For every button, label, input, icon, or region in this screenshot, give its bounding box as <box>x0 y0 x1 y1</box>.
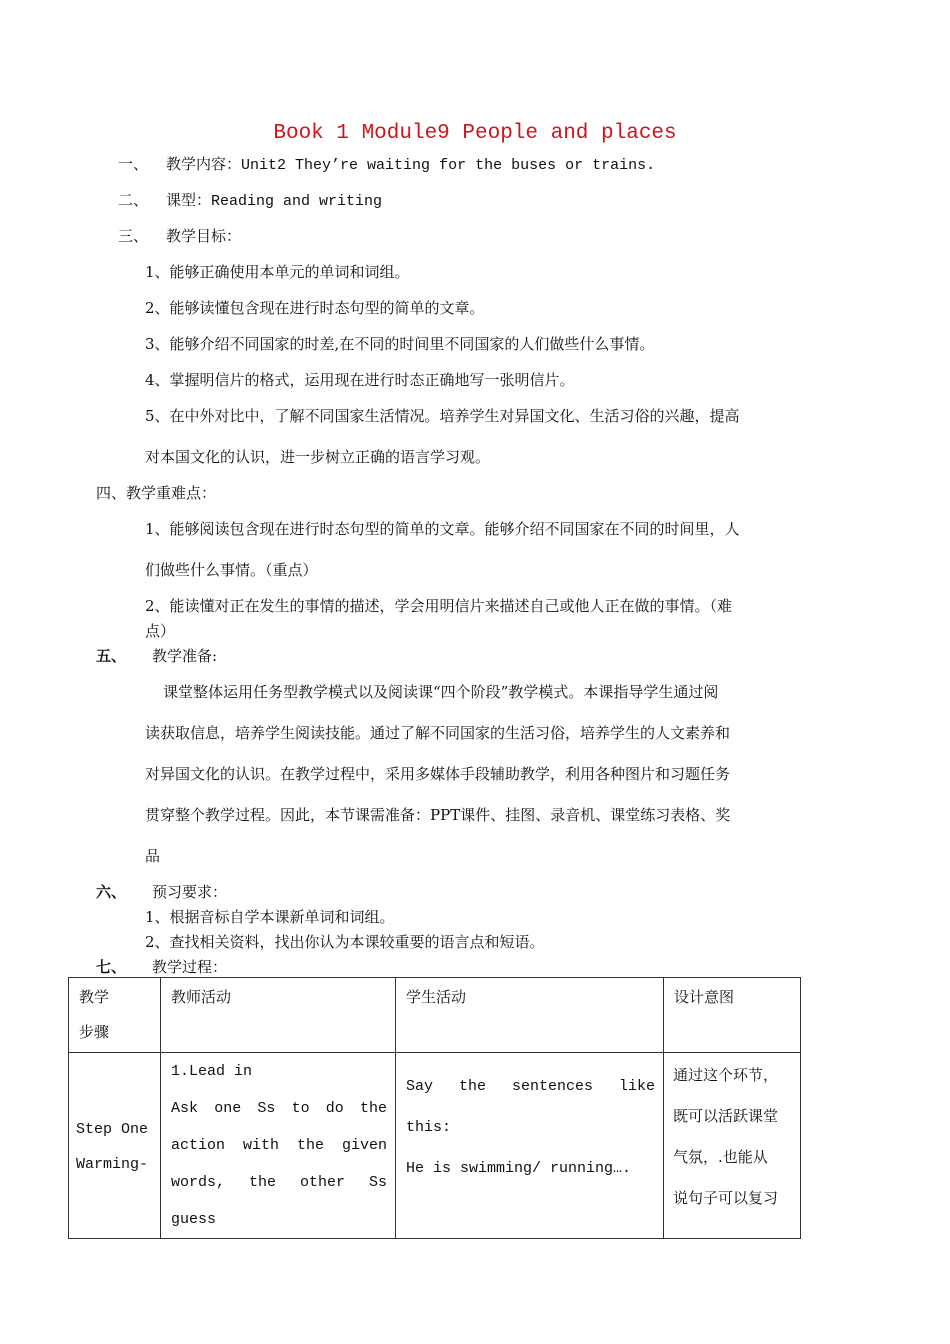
objective-item: 5、在中外对比中，了解不同国家生活情况。培养学生对异国文化、生活习俗的兴趣，提高 <box>145 407 740 425</box>
header-step-line: 步骤 <box>79 1023 110 1041</box>
section-5-number: 五、 <box>96 647 127 665</box>
section-7-heading <box>96 956 227 977</box>
section-7-label: 教学过程： <box>152 958 228 976</box>
header-cell-step <box>69 978 161 1053</box>
lesson-process-table <box>68 977 801 1239</box>
header-student-text: 学生活动 <box>406 988 467 1006</box>
teacher-activity-line: words, the other Ss guess <box>171 1174 387 1228</box>
section-2-label: 课型： <box>166 191 212 209</box>
document-title: Book 1 Module9 People and places <box>273 122 677 145</box>
preparation-line: 读获取信息，培养学生阅读技能。通过了解不同国家的生活习俗，培养学生的人文素养和 <box>145 724 731 742</box>
header-cell-teacher <box>161 978 396 1053</box>
key-point-item: 点） <box>145 622 176 640</box>
student-activity-line: Say the sentences like this: <box>406 1078 655 1136</box>
objective-item: 4、掌握明信片的格式，运用现在进行时态正确地写一张明信片。 <box>145 371 575 389</box>
header-step-line: 教学 <box>79 988 110 1006</box>
header-cell-student <box>396 978 664 1053</box>
step-line: Warming- <box>76 1155 149 1173</box>
section-3-number: 三、 <box>118 227 149 245</box>
section-3-label: 教学目标： <box>166 227 242 245</box>
preparation-line: 课堂整体运用任务型教学模式以及阅读课“四个阶段”教学模式。本课指导学生通过阅 <box>163 683 719 701</box>
teacher-activity-line: Ask one Ss to do the <box>171 1100 387 1117</box>
key-point-item: 2、能读懂对正在发生的事情的描述，学会用明信片来描述自己或他人正在做的事情。（难 <box>145 597 733 615</box>
preview-item: 1、根据音标自学本课新单词和词组。 <box>145 908 395 926</box>
key-point-item: 们做些什么事情。（重点） <box>145 561 318 579</box>
teacher-activity-line: action with the given <box>171 1137 387 1154</box>
section-1-number: 一、 <box>118 155 149 173</box>
preparation-line: 品 <box>145 847 161 865</box>
design-intent-line: 气氛，.也能从 <box>673 1148 768 1166</box>
section-6-label: 预习要求： <box>152 883 228 901</box>
section-5-heading <box>96 645 217 666</box>
student-activity-cell <box>396 1053 664 1239</box>
teacher-activity-cell <box>161 1053 396 1239</box>
preview-item: 2、查找相关资料，找出你认为本课较重要的语言点和短语。 <box>145 933 545 951</box>
section-2 <box>118 189 382 210</box>
step-cell <box>69 1053 161 1239</box>
design-intent-line: 既可以活跃课堂 <box>673 1107 779 1125</box>
table-row <box>69 1053 801 1239</box>
section-1-text: Unit2 They’re waiting for the buses or trains. <box>241 157 656 174</box>
section-1 <box>118 153 655 174</box>
objective-item: 2、能够读懂包含现在进行时态句型的简单的文章。 <box>145 299 485 317</box>
section-6-number: 六、 <box>96 883 127 901</box>
section-3-heading <box>118 225 241 246</box>
teacher-activity-line: 1.Lead in <box>171 1063 253 1080</box>
preparation-line: 对异国文化的认识。在教学过程中，采用多媒体手段辅助教学，利用各种图片和习题任务 <box>145 765 731 783</box>
objective-item: 对本国文化的认识，进一步树立正确的语言学习观。 <box>145 448 491 466</box>
section-2-text: Reading and writing <box>211 193 383 210</box>
design-intent-line: 通过这个环节， <box>673 1066 779 1084</box>
section-6-heading <box>96 881 227 902</box>
student-activity-line: He is swimming/ running…. <box>406 1160 632 1177</box>
section-4-heading: 四、教学重难点： <box>96 484 217 502</box>
design-intent-line: 说句子可以复习 <box>673 1189 779 1207</box>
key-point-item: 1、能够阅读包含现在进行时态句型的简单的文章。能够介绍不同国家在不同的时间里，人 <box>145 520 740 538</box>
section-5-label: 教学准备: <box>152 647 218 665</box>
section-7-number: 七、 <box>96 958 127 976</box>
design-intent-cell <box>664 1053 801 1239</box>
header-intent-text: 设计意图 <box>674 988 735 1006</box>
preparation-line: 贯穿整个教学过程。因此，本节课需准备：PPT课件、挂图、录音机、课堂练习表格、奖 <box>145 806 731 824</box>
header-teacher-text: 教师活动 <box>171 988 232 1006</box>
section-2-number: 二、 <box>118 191 149 209</box>
header-cell-intent <box>664 978 801 1053</box>
step-line: Step One <box>76 1120 149 1138</box>
section-1-label: 教学内容： <box>166 155 242 173</box>
objective-item: 3、能够介绍不同国家的时差,在不同的时间里不同国家的人们做些什么事情。 <box>145 335 655 353</box>
objective-item: 1、能够正确使用本单元的单词和词组。 <box>145 263 410 281</box>
table-header-row <box>69 978 801 1053</box>
